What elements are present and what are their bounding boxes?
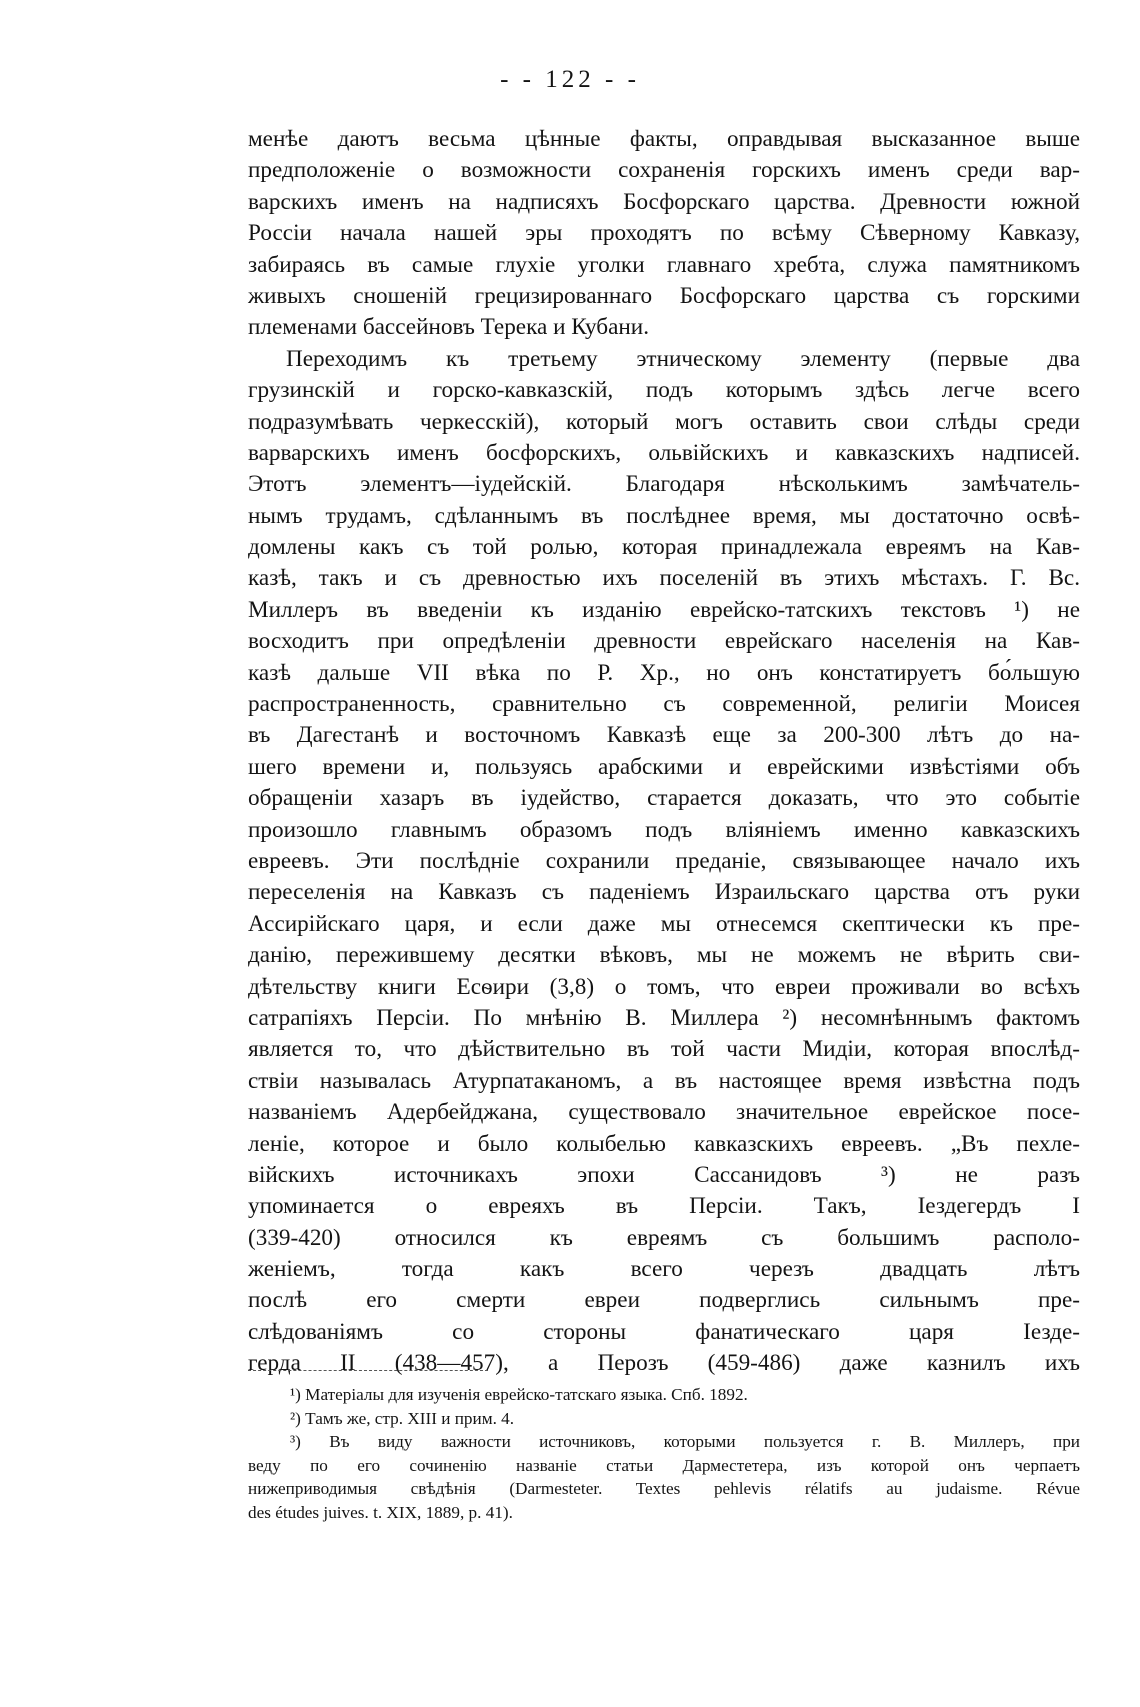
- text-line: евреевъ. Эти послѣдніе сохранили преданіе, связывающее начало ихъ: [248, 847, 1080, 874]
- text-line: Переходимъ къ третьему этническому элементу (первые два: [286, 345, 1080, 372]
- text-line: варварскихъ именъ босфорскихъ, ольвійскихъ и кавказскихъ надписей.: [248, 439, 1080, 466]
- text-line: послѣ его смерти евреи подверглись сильнымъ пре-: [248, 1287, 1080, 1314]
- text-line: Россіи начала нашей эры проходятъ по всѣму Сѣверному Кавказу,: [248, 220, 1080, 247]
- text-line: названіемъ Адербейджана, существовало значительное еврейское посе-: [248, 1099, 1080, 1126]
- text-line: предположеніе о возможности сохраненія горскихъ именъ среди вар-: [248, 157, 1080, 184]
- text-line: (339-420) относился къ евреямъ съ большимъ располо-: [248, 1224, 1080, 1251]
- text-line: является то, что дѣйствительно въ той части Мидіи, которая впослѣд-: [248, 1036, 1080, 1063]
- text-line: сатрапіяхъ Персіи. По мнѣнію В. Миллера ²) несомнѣннымъ фактомъ: [248, 1004, 1080, 1031]
- text-line: произошло главнымъ образомъ подъ вліяніемъ именно кавказскихъ: [248, 816, 1080, 843]
- footnote-line: нижеприводимыя свѣдѣнія (Darmesteter. Textes pehlevis rélatifs au judaisme. Révue: [248, 1479, 1080, 1499]
- text-line: казѣ, такъ и съ древностью ихъ поселеній въ этихъ мѣстахъ. Г. Вс.: [248, 565, 1080, 592]
- text-line: війскихъ источникахъ эпохи Сассанидовъ ³) не разъ: [248, 1161, 1080, 1188]
- text-line: данію, пережившему десятки вѣковъ, мы не можемъ не вѣрить сви-: [248, 942, 1080, 969]
- text-line: Миллеръ въ введеніи къ изданію еврейско-татскихъ текстовъ ¹) не: [248, 596, 1080, 623]
- footnote-line: веду по его сочиненію названіе статьи Дарместетера, изъ которой онъ черпаетъ: [248, 1455, 1080, 1475]
- text-line: распространенность, сравнительно съ современной, религіи Моисея: [248, 691, 1080, 718]
- text-line: забираясь въ самые глухіе уголки главнаго хребта, служа памятникомъ: [248, 251, 1080, 278]
- text-line: варскихъ именъ на надписяхъ Босфорскаго царства. Древности южной: [248, 188, 1080, 215]
- text-line: женіемъ, тогда какъ всего черезъ двадцать лѣтъ: [248, 1256, 1080, 1283]
- text-line: Ассирійскаго царя, и если даже мы отнесемся скептически къ пре-: [248, 910, 1080, 937]
- text-line: нымъ трудамъ, сдѣланнымъ въ послѣднее время, мы достаточно освѣ-: [248, 502, 1080, 529]
- text-line: шего времени и, пользуясь арабскими и еврейскими извѣстіями объ: [248, 753, 1080, 780]
- text-line: восходитъ при опредѣленіи древности еврейскаго населенія на Кав-: [248, 628, 1080, 655]
- text-line: въ Дагестанѣ и восточномъ Кавказѣ еще за 200-300 лѣтъ до на-: [248, 722, 1080, 749]
- text-line: Этотъ элементъ—іудейскій. Благодаря нѣсколькимъ замѣчатель-: [248, 471, 1080, 498]
- footnote: [248, 1383, 1080, 1407]
- text-line: переселенія на Кавказъ съ паденіемъ Израильскаго царства отъ руки: [248, 879, 1080, 906]
- text-line: менѣе даютъ весьма цѣнные факты, оправдывая высказанное выше: [248, 126, 1080, 152]
- footnote-line: ³) Въ виду важности источниковъ, которыми пользуется г. В. Миллеръ, при: [290, 1432, 1080, 1452]
- footnote-line: des études juives. t. XIX, 1889, p. 41).: [248, 1502, 513, 1522]
- footnote: [248, 1430, 1080, 1524]
- body-text: [248, 124, 1080, 1380]
- paragraph: [248, 124, 1080, 344]
- footnotes: [248, 1383, 1080, 1525]
- footnote-separator: [248, 1370, 488, 1371]
- text-line: живыхъ сношеній грецизированнаго Босфорскаго царства съ горскими: [248, 282, 1080, 309]
- text-line: домлены какъ съ той ролью, которая принадлежала евреямъ на Кав-: [248, 534, 1080, 561]
- text-line: дѣтельству книги Есѳири (3,8) о томъ, что евреи проживали во всѣхъ: [248, 973, 1080, 1000]
- text-line: слѣдованіямъ со стороны фанатическаго царя Іезде-: [248, 1318, 1080, 1345]
- text-line: ствіи называлась Атурпатаканомъ, а въ настоящее время извѣстна подъ: [248, 1067, 1080, 1094]
- text-line: грузинскій и горско-кавказскій, подъ которымъ здѣсь легче всего: [248, 377, 1080, 404]
- page-number: - - 122 - -: [500, 66, 640, 93]
- paragraph: [248, 344, 1080, 1380]
- text-line: казѣ дальше VII вѣка по Р. Хр., но онъ констатируетъ бо́льшую: [248, 659, 1080, 686]
- text-line: леніе, которое и было колыбелью кавказскихъ евреевъ. „Въ пехле-: [248, 1130, 1080, 1157]
- text-line: герда II (438—457), а Перозъ (459-486) даже казнилъ ихъ: [248, 1350, 1080, 1377]
- text-line: подразумѣвать черкесскій), который могъ оставить свои слѣды среди: [248, 408, 1080, 435]
- footnote: [248, 1407, 1080, 1431]
- footnote-line: ²) Тамъ же, стр. XIII и прим. 4.: [290, 1408, 515, 1428]
- text-line: племенами бассейновъ Терека и Кубани.: [248, 314, 650, 341]
- footnote-line: ¹) Матеріалы для изученія еврейско-татскаго языка. Спб. 1892.: [290, 1385, 748, 1404]
- text-line: обращеніи хазаръ въ іудейство, старается доказать, что это событіе: [248, 785, 1080, 812]
- text-line: упоминается о евреяхъ въ Персіи. Такъ, Іездегердъ I: [248, 1193, 1080, 1220]
